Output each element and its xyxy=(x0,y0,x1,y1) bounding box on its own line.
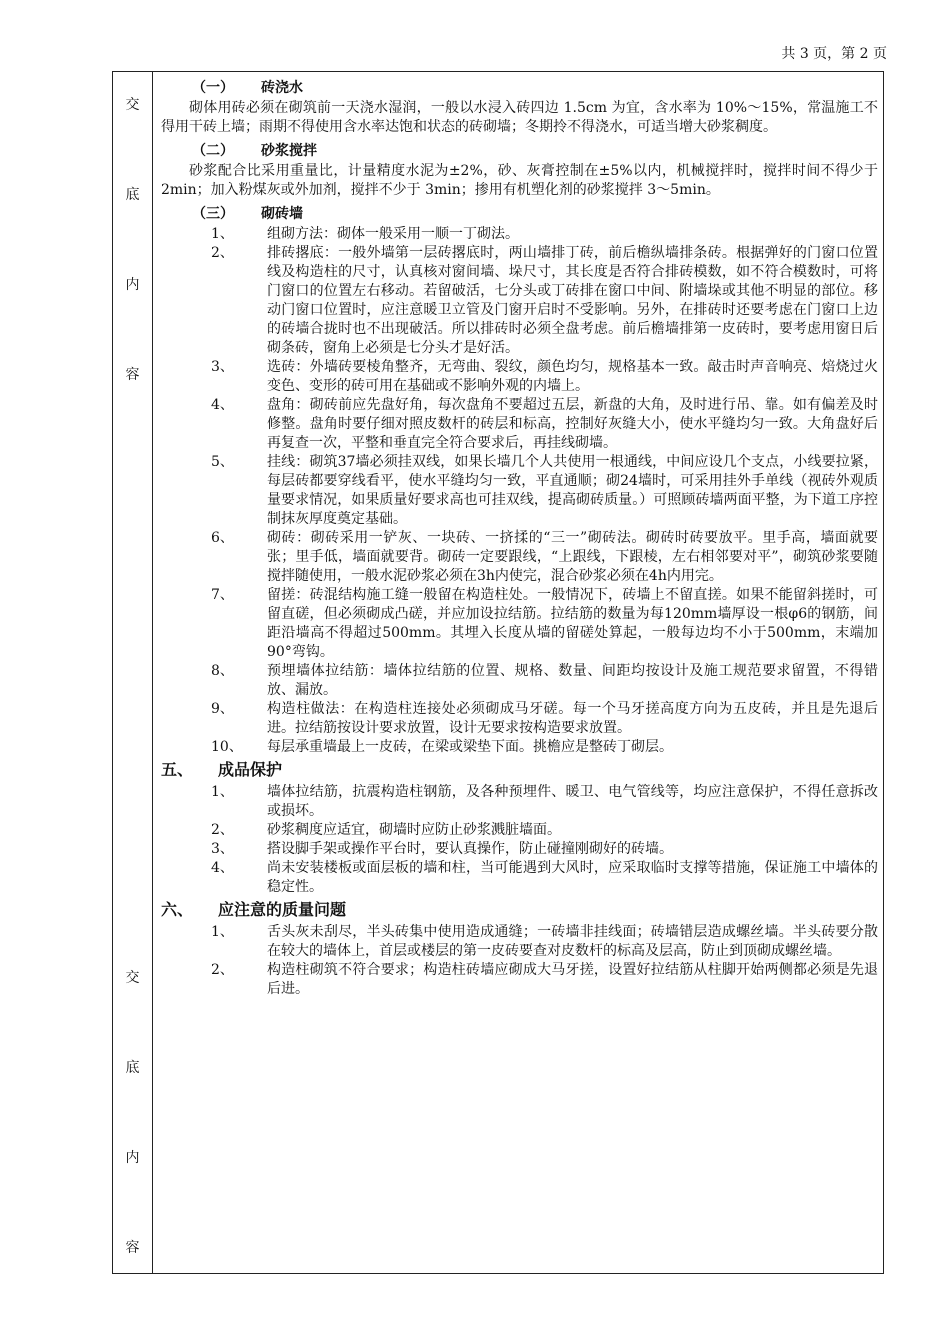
item-number: 3、 xyxy=(211,841,234,857)
side-label-char: 内 xyxy=(125,277,140,293)
section-number: 五、 xyxy=(161,760,194,779)
paragraph: 砌体用砖必须在砌筑前一天浇水湿润，一般以水浸入砖四边 1.5cm 为宜，含水率为 10%～15%，常温施工不得用干砖上墙；雨期不得使用含水率达饱和状态的砖砌墙；冬期拎不得浇水，可适当增大砂浆稠度。 xyxy=(161,100,878,135)
list-item xyxy=(161,859,878,897)
item-number: 10、 xyxy=(211,739,243,755)
item-text: 舌头灰未刮尽，半头砖集中使用造成通缝；一砖墙非挂线面；砖墙错层造成螺丝墙。半头砖要分散在较大的墙体上，首层或楼层的第一皮砖要查对皮数杆的标高及层高，防止到顶砌成螺丝墙。 xyxy=(267,924,878,959)
content-area xyxy=(161,77,878,999)
side-label-char: 内 xyxy=(125,1150,140,1166)
list-item xyxy=(161,840,878,859)
section-heading xyxy=(161,757,878,783)
side-label-char: 底 xyxy=(125,187,140,203)
subsection-title: 砂浆搅拌 xyxy=(261,143,317,159)
item-number: 6、 xyxy=(211,530,234,546)
item-number: 7、 xyxy=(211,587,234,603)
item-text: 留搓：砖混结构施工缝一般留在构造柱处。一般情况下，砖墙上不留直搓。如果不能留斜搓时，可留直磋，但必须砌成凸磋，并应加设拉结筋。拉结筋的数量为每120mm墙厚设一根φ6的钢筋，间距沿墙高不得超过500mm。其埋入长度从墙的留磋处算起，一般每边均不小于500mm，末端加90°弯钩。 xyxy=(267,587,878,660)
item-number: 8、 xyxy=(211,663,234,679)
item-text: 预埋墙体拉结筋：墙体拉结筋的位置、规格、数量、间距均按设计及施工规范要求留置，不得错放、漏放。 xyxy=(267,663,878,698)
subsection-heading xyxy=(161,77,878,99)
list-item xyxy=(161,821,878,840)
side-label-char: 交 xyxy=(125,970,140,986)
item-text: 每层承重墙最上一皮砖，在梁或梁垫下面。挑檐应是整砖丁砌层。 xyxy=(267,739,673,755)
section-number: 六、 xyxy=(161,900,194,919)
section-heading xyxy=(161,897,878,923)
list-item xyxy=(161,225,878,244)
side-label-char: 底 xyxy=(125,1060,140,1076)
subsection-heading xyxy=(161,203,878,225)
side-label-char: 容 xyxy=(125,1240,140,1256)
subsection-number: （二） xyxy=(192,143,234,159)
item-number: 1、 xyxy=(211,226,234,242)
item-text: 墙体拉结筋，抗震构造柱钢筋，及各种预埋件、暖卫、电气管线等，均应注意保护，不得任意拆改或损坏。 xyxy=(267,784,878,819)
item-text: 砌砖：砌砖采用一铲灰、一块砖、一挤揉的“三一”砌砖法。砌砖时砖要放平。里手高，墙面就要张；里手低，墙面就要背。砌砖一定要跟线，“上跟线，下跟棱，左右相邻要对平”，砌筑砂浆要随搅拌随使用，一般水泥砂浆必须在3h内使完，混合砂浆必须在4h内用完。 xyxy=(267,530,878,584)
side-label-column xyxy=(113,72,153,1273)
item-text: 构造柱砌筑不符合要求；构造柱砖墙应砌成大马牙搓，设置好拉结筋从柱脚开始两侧都必须是先退后进。 xyxy=(267,962,878,997)
item-text: 挂线：砌筑37墙必须挂双线，如果长墙几个人共使用一根通线，中间应设几个支点，小线要拉紧，每层砖都要穿线看平，使水平缝均匀一致，平直通顺；砌24墙时，可采用挂外手单线（视砖外观质量要求情况，如果质量好要求高也可挂双线，提高砌砖质量。）可照顾砖墙两面平整，为下道工序控制抹灰厚度奠定基础。 xyxy=(267,454,878,527)
list-item xyxy=(161,923,878,961)
item-text: 选砖：外墙砖要棱角整齐，无弯曲、裂纹，颜色均匀，规格基本一致。敲击时声音响亮、焙烧过火变色、变形的砖可用在基础或不影响外观的内墙上。 xyxy=(267,359,878,394)
subsection-title: 砖浇水 xyxy=(261,80,303,96)
list-item xyxy=(161,396,878,453)
list-item xyxy=(161,529,878,586)
side-label-char: 交 xyxy=(125,97,140,113)
item-number: 5、 xyxy=(211,454,234,470)
subsection-title: 砌砖墙 xyxy=(261,206,303,222)
paragraph: 砂浆配合比采用重量比，计量精度水泥为±2%，砂、灰膏控制在±5%以内，机械搅拌时，搅拌时间不得少于 2min；加入粉煤灰或外加剂，搅拌不少于 3min；掺用有机塑化剂的砂浆搅拌 3～5min。 xyxy=(161,163,878,198)
subsection-number: （一） xyxy=(192,80,234,96)
side-label-char: 容 xyxy=(125,367,140,383)
section-title: 应注意的质量问题 xyxy=(218,900,347,919)
subsection-heading xyxy=(161,140,878,162)
item-number: 1、 xyxy=(211,784,234,800)
list-item xyxy=(161,662,878,700)
list-item xyxy=(161,453,878,529)
item-text: 盘角：砌砖前应先盘好角，每次盘角不要超过五层，新盘的大角，及时进行吊、靠。如有偏差及时修整。盘角时要仔细对照皮数杆的砖层和标高，控制好灰缝大小，使水平缝均匀一致。大角盘好后再复查一次，平整和垂直完全符合要求后，再挂线砌墙。 xyxy=(267,397,878,451)
item-number: 3、 xyxy=(211,359,234,375)
list-item xyxy=(161,738,878,757)
item-text: 排砖撂底：一般外墙第一层砖撂底时，两山墙排丁砖，前后檐纵墙排条砖。根据弹好的门窗口位置线及构造柱的尺寸，认真核对窗间墙、垛尺寸，其长度是否符合排砖模数，如不符合模数时，可将门窗口的位置左右移动。若留破活，七分头或丁砖排在窗口中间、附墙垛或其他不明显的部位。移动门窗口位置时，应注意暖卫立管及门窗开启时不受影响。另外，在排砖时还要考虑在门窗口上边的砖墙合拢时也不出现破活。所以排砖时必须全盘考虑。前后檐墙排第一皮砖时，要考虑用窗日后砌条砖，窗角上必须是七分头才是好活。 xyxy=(267,245,878,356)
list-item xyxy=(161,783,878,821)
item-number: 4、 xyxy=(211,860,234,876)
item-text: 搭设脚手架或操作平台时，要认真操作，防止碰撞刚砌好的砖墙。 xyxy=(267,841,673,857)
list-item xyxy=(161,586,878,662)
item-number: 2、 xyxy=(211,962,234,978)
item-text: 砂浆稠度应适宜，砌墙时应防止砂浆溅脏墙面。 xyxy=(267,822,561,838)
list-item xyxy=(161,700,878,738)
list-item xyxy=(161,358,878,396)
page-number: 共 3 页，第 2 页 xyxy=(781,46,887,62)
document-frame xyxy=(112,71,884,1274)
item-text: 尚未安装楼板或面层板的墙和柱，当可能遇到大风时，应采取临时支撑等措施，保证施工中墙体的稳定性。 xyxy=(267,860,878,895)
item-number: 9、 xyxy=(211,701,234,717)
item-number: 4、 xyxy=(211,397,234,413)
item-number: 2、 xyxy=(211,245,234,261)
item-text: 构造柱做法：在构造柱连接处必须砌成马牙磋。每一个马牙搓高度方向为五皮砖，并且是先退后进。拉结筋按设计要求放置，设计无要求按构造要求放置。 xyxy=(267,701,878,736)
list-item xyxy=(161,244,878,358)
section-title: 成品保护 xyxy=(218,760,283,779)
subsection-number: （三） xyxy=(192,206,234,222)
item-number: 2、 xyxy=(211,822,234,838)
item-text: 组砌方法：砌体一般采用一顺一丁砌法。 xyxy=(267,226,519,242)
list-item xyxy=(161,961,878,999)
item-number: 1、 xyxy=(211,924,234,940)
